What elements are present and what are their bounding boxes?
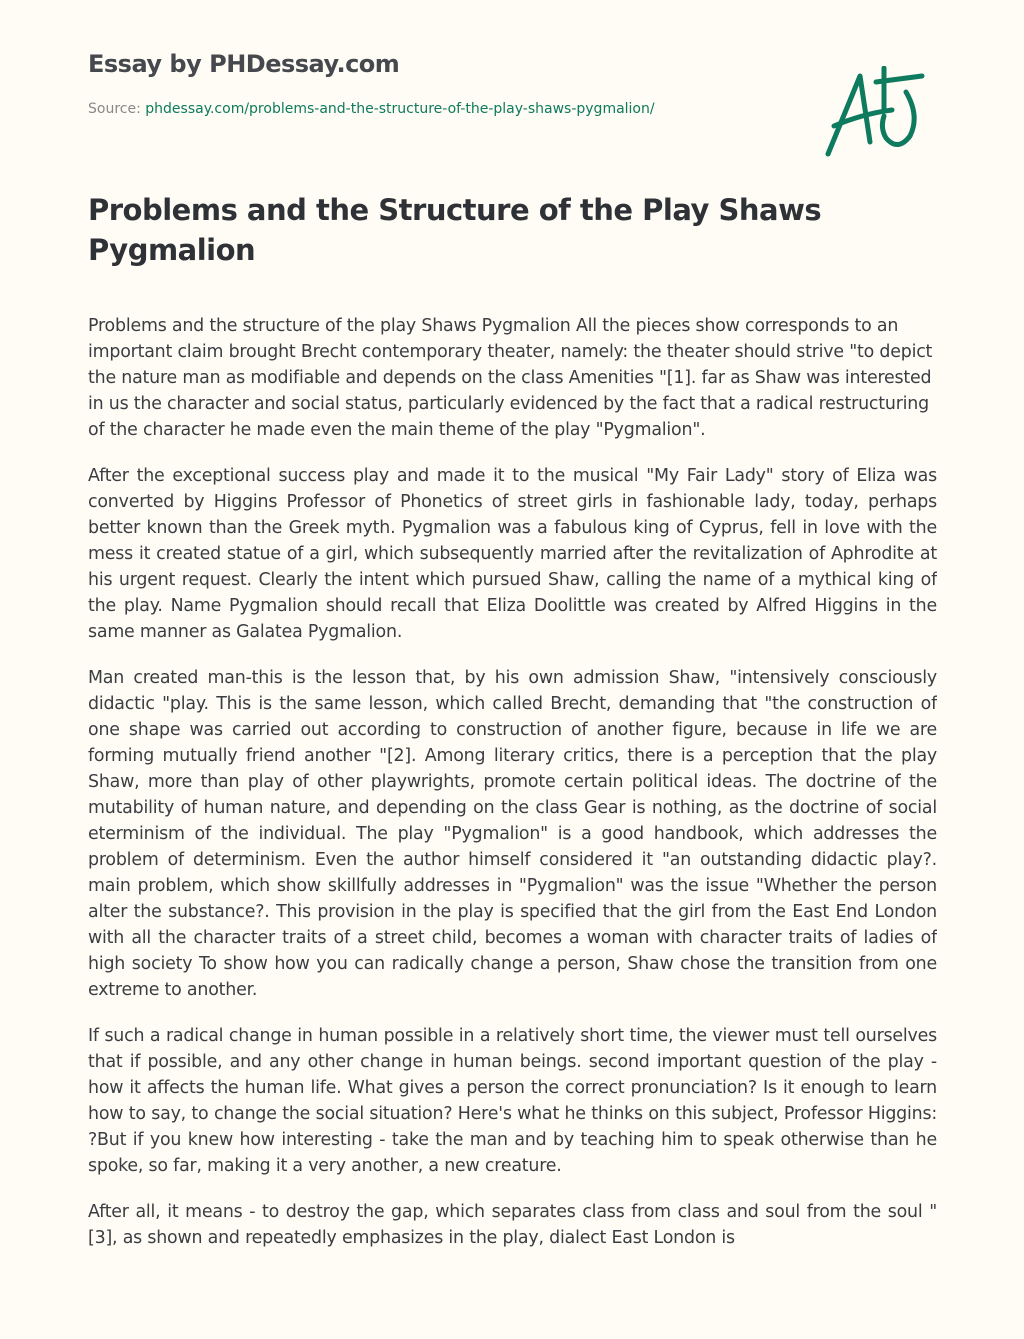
source-label: Source:	[88, 101, 146, 117]
a-plus-logo-icon	[822, 66, 928, 160]
paragraph: After the exceptional success play and made it to the musical "My Fair Lady" story of Eliza was converted by Higgins Professor of Phonetics of street girls in fashionable lady, today, perhaps better known than the Greek myth. Pygmalion was a fabulous king of Cyprus, fell in love with the mess it created statue of a girl, which subsequently married after the revitalization of Aphrodite at his urgent request. Clearly the intent which pursued Shaw, calling the name of a mythical king of the play. Name Pygmalion should recall that Eliza Doolittle was created by Alfred Higgins in the same manner as Galatea Pygmalion.	[88, 466, 937, 642]
brand-title: Essay by PHDessay.com	[88, 50, 400, 78]
paragraph: Man created man-this is the lesson that, by his own admission Shaw, "intensively consciously didactic "play. This is the same lesson, which called Brecht, demanding that "the construction of one shape was carried out according to construction of another figure, because in life we are forming mutually friend another "[2]. Among literary critics, there is a perception that the play Shaw, more than play of other playwrights, promote certain political ideas. The doctrine of the mutability of human nature, and depending on the class Gear is nothing, as the doctrine of social eterminism of the individual. The play "Pygmalion" is a good handbook, which addresses the problem of determinism. Even the author himself considered it "an outstanding didactic play?. main problem, which show skillfully addresses in "Pygmalion" was the issue "Whether the person alter the substance?. This provision in the play is specified that the girl from the East End London with all the character traits of a street child, becomes a woman with character traits of ladies of high society To show how you can radically change a person, Shaw chose the transition from one extreme to another.	[88, 668, 937, 1000]
source-line	[88, 101, 655, 117]
essay-title: Problems and the Structure of the Play Shaws Pygmalion	[88, 193, 822, 267]
paragraph: After all, it means - to destroy the gap, which separates class from class and soul from the soul "[3], as shown and repeatedly emphasizes in the play, dialect East London is	[88, 1202, 937, 1248]
paragraph: If such a radical change in human possible in a relatively short time, the viewer must tell ourselves that if possible, and any other change in human beings. second important question of the play - how it affects the human life. What gives a person the correct pronunciation? Is it enough to learn how to say, to change the social situation? Here's what he thinks on this subject, Professor Higgins: ?But if you knew how interesting - take the man and by teaching him to speak otherwise than he spoke, so far, making it a very another, a new creature.	[88, 1026, 937, 1176]
essay-body	[88, 313, 937, 1293]
paragraph: Problems and the structure of the play Shaws Pygmalion All the pieces show corresponds to an important claim brought Brecht contemporary theater, namely: the theater should strive "to depict the nature man as modifiable and depends on the class Amenities "[1]. far as Shaw was interested in us the character and social status, particularly evidenced by the fact that a radical restructuring of the character he made even the main theme of the play "Pygmalion".	[88, 316, 933, 440]
source-link[interactable]: phdessay.com/problems-and-the-structure-of-the-play-shaws-pygmalion/	[145, 101, 655, 117]
